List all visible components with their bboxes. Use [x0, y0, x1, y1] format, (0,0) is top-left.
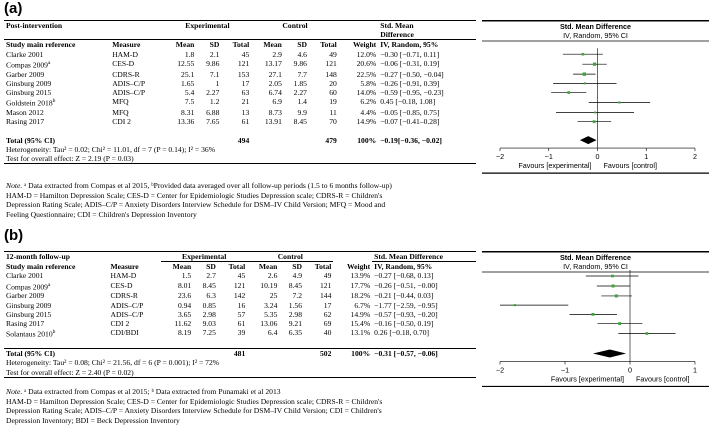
- note-text: HAM-D = Hamilton Depression Scale; CES-D = Center for Epidemiologic Studies Depression scale; CDRS-R = Children's: [6, 396, 383, 406]
- cell-et: 13: [241, 107, 250, 117]
- cell-cm: 6.9: [272, 97, 282, 107]
- study-label: Rasing 2017: [6, 117, 45, 127]
- cell-ci: −0.57 [−0.93, −0.20]: [374, 309, 438, 319]
- cell-csd: 8.45: [293, 117, 307, 127]
- cell-measure: CDI 2: [112, 117, 131, 127]
- cell-et: 21: [241, 97, 250, 107]
- cell-cm: 3.24: [264, 300, 278, 310]
- total-row: [4, 349, 476, 359]
- column-header: Weight: [346, 261, 371, 271]
- note-line: [6, 181, 476, 191]
- cell-esd: 8.45: [202, 280, 216, 290]
- x-tick-label: 1: [693, 365, 697, 375]
- cell-ct: 60: [329, 87, 337, 97]
- cell-esd: 2.1: [209, 49, 220, 59]
- cell-ci: −0.16 [−0.50, 0.19]: [374, 318, 434, 328]
- overall-effect-text: Test for overall effect: Z = 2.19 (P = 0.03): [4, 154, 476, 164]
- cell-csd: 4.6: [297, 49, 307, 59]
- cell-csd: 9.86: [293, 58, 307, 68]
- heterogeneity-text: Heterogeneity: Tau² = 0.08; Chi² = 21.56, df = 6 (P = 0.001); I² = 72%: [6, 358, 220, 368]
- column-header: Total: [228, 262, 246, 272]
- cell-cm: 10.19: [260, 280, 278, 290]
- favours-control-label: Favours [control]: [636, 374, 690, 384]
- column-header: Total: [309, 40, 339, 50]
- effect-point: [592, 313, 595, 316]
- table-row: [4, 50, 476, 59]
- study-label: Clarke 2001: [6, 49, 44, 59]
- footnote-b: [6, 387, 476, 425]
- note-text: ᵃ Data extracted from Compas et al 2015, ᵇProvided data averaged over all follow-up periods (1.5 to 6 months follow-up): [22, 181, 392, 190]
- cell-csd: 1.56: [288, 300, 303, 310]
- cell-esd: 2.98: [202, 309, 216, 319]
- column-header: Measure: [110, 40, 163, 50]
- cell-ct: 19: [329, 97, 337, 107]
- overall-effect-text: Test for overall effect: Z = 2.40 (P = 0.02): [4, 368, 476, 378]
- cell-weight: 18.2%: [350, 291, 371, 301]
- table-row: [4, 310, 476, 319]
- study-label: Ginsburg 2009: [6, 78, 52, 88]
- study-name: [4, 108, 110, 117]
- note-line: [6, 387, 476, 397]
- study-label: Compas 2009: [6, 282, 48, 292]
- column-header: Mean: [251, 40, 284, 50]
- cell-measure: ADIS–C/P: [110, 300, 144, 310]
- cell-weight: 5.8%: [360, 78, 377, 88]
- cell-esd: 6.88: [206, 107, 220, 117]
- cell-esd: 0.85: [202, 300, 216, 310]
- cell-cm: 27.1: [268, 69, 282, 79]
- total-ctrl: 479: [325, 135, 337, 145]
- column-header: Mean: [172, 262, 192, 272]
- study-superscript: b: [52, 329, 56, 336]
- table-row: [4, 88, 476, 97]
- total-weight: 100%: [333, 349, 372, 359]
- study-name: [4, 328, 108, 339]
- note-line: [6, 416, 476, 426]
- cell-cm: 5.35: [264, 309, 278, 319]
- smd-header-2: Difference: [378, 30, 476, 40]
- study-name: [4, 319, 108, 328]
- period-header: Post-intervention: [4, 21, 110, 31]
- cell-cm: 2.05: [268, 78, 282, 88]
- column-header-row: [4, 262, 476, 272]
- cell-measure: CDI/BDI: [110, 328, 139, 338]
- note-line: [6, 210, 476, 220]
- cell-csd: 9.21: [288, 318, 303, 328]
- x-tick-label: −2: [495, 152, 505, 162]
- total-exp: 494: [237, 135, 250, 145]
- study-label: Ginsburg 2009: [6, 300, 52, 310]
- cell-ct: 49: [329, 49, 337, 59]
- study-name: [4, 70, 110, 79]
- cell-et: 57: [237, 309, 246, 319]
- cell-weight: 6.7%: [354, 300, 371, 310]
- cell-ct: 20: [329, 78, 337, 88]
- cell-ct: 148: [325, 69, 337, 79]
- cell-ci: −0.07 [−0.41–0.28]: [380, 117, 440, 127]
- cell-ci: −0.59 [−0.95, −0.23]: [380, 87, 444, 97]
- study-name: [4, 291, 108, 300]
- table-row: [4, 117, 476, 126]
- cell-em: 8.19: [177, 328, 192, 338]
- study-name: [4, 88, 110, 97]
- study-name: [4, 50, 110, 59]
- cell-cm: 6.4: [267, 328, 278, 338]
- pooled-diamond: [580, 136, 597, 144]
- cell-weight: 15.4%: [350, 318, 371, 328]
- cell-weight: 6.2%: [360, 97, 377, 107]
- cell-ct: 11: [329, 107, 337, 117]
- plot-title: Std. Mean Difference: [559, 22, 632, 31]
- cell-et: 17: [241, 78, 250, 88]
- effect-point: [514, 304, 516, 306]
- note-text: Feeling Questionnaire; CDI = Children's Depression Inventory: [6, 209, 197, 219]
- cell-em: 13.36: [177, 117, 195, 127]
- cell-ci: 0.45 [−0.18, 1.08]: [380, 97, 436, 107]
- effect-point: [567, 91, 570, 94]
- cell-em: 3.65: [177, 309, 192, 319]
- cell-csd: 1.4: [297, 97, 307, 107]
- study-name: [4, 97, 110, 108]
- x-tick-label: 2: [693, 152, 697, 162]
- cell-weight: 12.0%: [356, 49, 377, 59]
- table-row: [4, 271, 476, 280]
- cell-et: 45: [237, 271, 246, 281]
- study-label: Rasing 2017: [6, 318, 45, 328]
- note-line: [6, 191, 476, 201]
- study-name: [4, 281, 108, 292]
- table-row: [4, 291, 476, 300]
- plot-subtitle: IV, Random, 95% CI: [563, 262, 628, 271]
- cell-weight: 20.6%: [356, 58, 377, 68]
- effect-point: [618, 322, 621, 325]
- cell-et: 142: [233, 291, 246, 301]
- smd-header: Std. Mean: [378, 21, 476, 31]
- effect-point: [615, 294, 618, 297]
- study-label: Garber 2009: [6, 291, 45, 301]
- cell-et: 61: [241, 117, 250, 127]
- cell-em: 1.8: [184, 49, 195, 59]
- column-header: SD: [196, 40, 221, 50]
- cell-measure: ADIS–C/P: [112, 87, 146, 97]
- total-label: Total (95% CI): [6, 135, 56, 145]
- total-row: [4, 136, 476, 145]
- note-line: [6, 406, 476, 416]
- cell-cm: 2.9: [272, 49, 282, 59]
- cell-ct: 49: [323, 271, 332, 281]
- column-header: IV, Random, 95%: [374, 262, 433, 272]
- experimental-header: Experimental: [161, 252, 247, 262]
- total-ci: −0.19[−0.36, −0.02]: [380, 135, 442, 145]
- column-header: Study main reference: [4, 40, 110, 50]
- cell-ct: 144: [319, 291, 332, 301]
- cell-ct: 121: [319, 280, 332, 290]
- cell-esd: 6.3: [206, 291, 216, 301]
- effect-point: [593, 120, 596, 123]
- cell-weight: 4.4%: [360, 107, 377, 117]
- plot-title: Std. Mean Difference: [559, 253, 632, 262]
- effect-point: [646, 332, 649, 335]
- column-header: IV, Random, 95%: [378, 40, 476, 50]
- cell-csd: 1.85: [293, 78, 307, 88]
- cell-csd: 7.7: [297, 69, 307, 79]
- cell-em: 1.65: [181, 78, 195, 88]
- cell-measure: CES-D: [110, 280, 133, 290]
- cell-et: 16: [237, 300, 246, 310]
- cell-ci: −1.77 [−2.59, −0.95]: [374, 300, 438, 310]
- table-row: [4, 59, 476, 70]
- cell-ci: −0.06 [−0.31, 0.19]: [380, 58, 440, 68]
- smd-header: Std. Mean Difference: [372, 252, 476, 262]
- column-header: SD: [292, 262, 303, 272]
- cell-cm: 13.91: [264, 117, 282, 127]
- cell-esd: 7.65: [206, 117, 220, 127]
- study-name: [4, 117, 110, 126]
- cell-esd: 9.86: [206, 58, 220, 68]
- cell-em: 23.6: [177, 291, 192, 301]
- cell-ci: −0.30 [−0.71, 0.11]: [380, 49, 440, 59]
- forest-plot-a: [482, 20, 709, 200]
- note-text: HAM-D = Hamilton Depression Scale; CES-D = Center for Epidemiologic Studies Depression scale; CDRS-R = Children's: [6, 190, 383, 200]
- control-header: Control: [251, 21, 339, 31]
- cell-em: 12.55: [177, 58, 195, 68]
- cell-ci: −0.26 [−0.51, −0.00]: [374, 280, 438, 290]
- panel-b-label: (b): [4, 227, 24, 244]
- study-name: [4, 301, 108, 310]
- note-italic: Note.: [6, 181, 23, 190]
- column-header: SD: [206, 262, 216, 272]
- cell-csd: 2.98: [288, 309, 303, 319]
- effect-point: [593, 63, 596, 66]
- column-header: Total: [221, 40, 251, 50]
- cell-esd: 2.7: [206, 271, 216, 281]
- total-exp: 481: [218, 349, 247, 359]
- column-header: SD: [284, 40, 309, 50]
- note-text: Depression Inventory; BDI = Beck Depression Inventory: [6, 415, 180, 425]
- x-tick-label: 0: [595, 152, 600, 162]
- cell-em: 8.01: [177, 280, 192, 290]
- cell-measure: MFQ: [112, 107, 129, 117]
- cell-esd: 9.03: [202, 318, 216, 328]
- forest-table-b: [4, 251, 476, 378]
- table-row: [4, 328, 476, 339]
- column-header: Total: [314, 262, 332, 272]
- study-label: Garber 2009: [6, 69, 45, 79]
- study-label: Clarke 2001: [6, 271, 44, 281]
- plot-subtitle: IV, Random, 95% CI: [563, 31, 628, 40]
- effect-point: [594, 112, 596, 114]
- cell-ct: 69: [323, 318, 332, 328]
- cell-et: 45: [241, 49, 250, 59]
- effect-point: [612, 284, 615, 287]
- study-name: [4, 310, 108, 319]
- cell-cm: 25: [269, 291, 278, 301]
- effect-point: [611, 275, 614, 278]
- forest-table-a: [4, 20, 476, 164]
- study-name: [4, 79, 110, 88]
- study-name: [4, 59, 110, 70]
- cell-cm: 8.73: [268, 107, 282, 117]
- cell-measure: HAM-D: [110, 271, 137, 281]
- table-row: [4, 301, 476, 310]
- cell-measure: MFQ: [112, 97, 129, 107]
- cell-em: 1.5: [181, 271, 192, 281]
- table-row: [4, 319, 476, 328]
- cell-weight: 14.0%: [356, 87, 377, 97]
- cell-et: 121: [237, 58, 250, 68]
- footnote-a: [6, 181, 476, 219]
- total-label: Total (95% CI): [4, 349, 108, 359]
- cell-csd: 8.45: [288, 280, 303, 290]
- cell-esd: 2.27: [206, 87, 220, 97]
- control-header: Control: [247, 252, 333, 262]
- cell-measure: CDRS-R: [110, 291, 138, 301]
- cell-measure: CDRS-R: [112, 69, 140, 79]
- cell-cm: 13.06: [260, 318, 278, 328]
- note-line: [6, 397, 476, 407]
- cell-ct: 70: [329, 117, 337, 127]
- cell-et: 121: [233, 280, 246, 290]
- study-label: Goldstein 2018: [6, 98, 53, 108]
- x-tick-label: −2: [495, 365, 505, 375]
- cell-ct: 17: [323, 300, 332, 310]
- cell-ci: 0.26 [−0.18, 0.70]: [374, 328, 430, 338]
- cell-et: 63: [241, 87, 250, 97]
- cell-em: 8.31: [181, 107, 195, 117]
- table-row: [4, 97, 476, 108]
- pooled-diamond: [593, 349, 626, 357]
- effect-point: [583, 72, 586, 75]
- cell-measure: CDI 2: [110, 318, 130, 328]
- column-header: Mean: [258, 262, 278, 272]
- cell-et: 39: [237, 328, 246, 338]
- table-row: [4, 70, 476, 79]
- cell-et: 61: [237, 318, 246, 328]
- study-label: Ginsburg 2015: [6, 309, 52, 319]
- cell-measure: CES-D: [112, 58, 135, 68]
- forest-plot-b: [482, 251, 709, 391]
- cell-cm: 6.74: [268, 87, 282, 97]
- cell-et: 153: [237, 69, 250, 79]
- cell-measure: ADIS–C/P: [112, 78, 146, 88]
- cell-esd: 7.25: [202, 328, 216, 338]
- x-tick-label: 0: [628, 365, 632, 375]
- effect-point: [584, 82, 586, 84]
- study-label: Compas 2009: [6, 60, 48, 70]
- column-header: Measure: [110, 261, 139, 271]
- cell-measure: ADIS–C/P: [110, 309, 144, 319]
- cell-csd: 2.27: [293, 87, 307, 97]
- cell-em: 7.5: [184, 97, 195, 107]
- study-superscript: b: [52, 98, 56, 105]
- column-header-row: [4, 40, 476, 50]
- note-text: Depression Rating Scale; ADIS–C/P = Anxiety Disorders Interview Schedule for DSM–IV Child Version; MFQ = Mood and: [6, 200, 386, 210]
- cell-esd: 1.2: [209, 97, 220, 107]
- table-row: [4, 281, 476, 292]
- cell-em: 11.62: [174, 318, 192, 328]
- cell-ci: −0.05 [−0.85, 0.75]: [380, 107, 440, 117]
- cell-ct: 62: [323, 309, 332, 319]
- note-line: [6, 200, 476, 210]
- cell-weight: 17.7%: [350, 280, 371, 290]
- cell-weight: 13.1%: [350, 328, 371, 338]
- cell-em: 5.4: [184, 87, 195, 97]
- favours-control-label: Favours [control]: [603, 161, 658, 171]
- cell-ci: −0.26 [−0.91, 0.39]: [380, 78, 440, 88]
- cell-csd: 4.9: [292, 271, 303, 281]
- effect-point: [618, 101, 620, 103]
- cell-ct: 40: [323, 328, 332, 338]
- cell-weight: 14.9%: [350, 309, 371, 319]
- column-header: Mean: [164, 40, 197, 50]
- effect-point: [582, 53, 585, 56]
- study-name: [4, 271, 108, 280]
- favours-experimental-label: Favours [experimental]: [518, 161, 592, 171]
- experimental-header: Experimental: [164, 21, 252, 31]
- cell-weight: 13.9%: [350, 271, 371, 281]
- cell-em: 0.94: [177, 300, 192, 310]
- x-tick-label: 1: [644, 152, 649, 162]
- cell-ct: 121: [325, 58, 337, 68]
- study-label: Mason 2012: [6, 107, 44, 117]
- study-superscript: a: [47, 281, 51, 288]
- cell-cm: 13.17: [264, 58, 282, 68]
- note-italic: Note.: [6, 387, 23, 396]
- column-header: Study main reference: [6, 261, 76, 271]
- heterogeneity-text: Heterogeneity: Tau² = 0.02; Chi² = 11.01, df = 7 (P = 0.14); I² = 36%: [6, 144, 216, 154]
- study-superscript: a: [47, 59, 51, 66]
- cell-esd: 1: [215, 78, 220, 88]
- cell-esd: 7.1: [209, 69, 220, 79]
- total-weight: 100%: [357, 135, 377, 145]
- panel-a-label: (a): [4, 0, 23, 17]
- period-header: 12-month follow-up: [4, 252, 108, 262]
- cell-csd: 6.35: [288, 328, 303, 338]
- cell-ci: −0.27 [−0.50, −0.04]: [380, 69, 444, 79]
- cell-cm: 2.6: [267, 271, 278, 281]
- cell-weight: 14.9%: [356, 117, 377, 127]
- cell-weight: 22.5%: [356, 69, 377, 79]
- note-text: Depression Rating Scale; ADIS–C/P = Anxiety Disorders Interview Schedule for DSM–IV Child Version; CDI = Children's: [6, 406, 382, 416]
- table-row: [4, 79, 476, 88]
- cell-ci: −0.21 [−0.44, 0.03]: [374, 291, 434, 301]
- favours-experimental-label: Favours [experimental]: [550, 374, 624, 384]
- table-row: [4, 108, 476, 117]
- column-header: Weight: [339, 40, 378, 50]
- x-tick-label: −1: [544, 152, 553, 162]
- study-label: Ginsburg 2015: [6, 87, 52, 97]
- cell-measure: HAM-D: [112, 49, 138, 59]
- study-label: Solantaus 2010: [6, 329, 53, 339]
- note-text: ᵃ Data extracted from Compas et al 2015; ᵇ Data extracted from Punamaki et al 2013: [22, 387, 281, 396]
- x-tick-label: −1: [560, 365, 570, 375]
- cell-em: 25.1: [181, 69, 195, 79]
- cell-ci: −0.27 [−0.68, 0.13]: [374, 271, 434, 281]
- cell-csd: 7.2: [292, 291, 303, 301]
- total-ci: −0.31 [−0.57, −0.06]: [372, 349, 476, 359]
- total-ctrl: 502: [304, 349, 333, 359]
- cell-csd: 9.9: [297, 107, 307, 117]
